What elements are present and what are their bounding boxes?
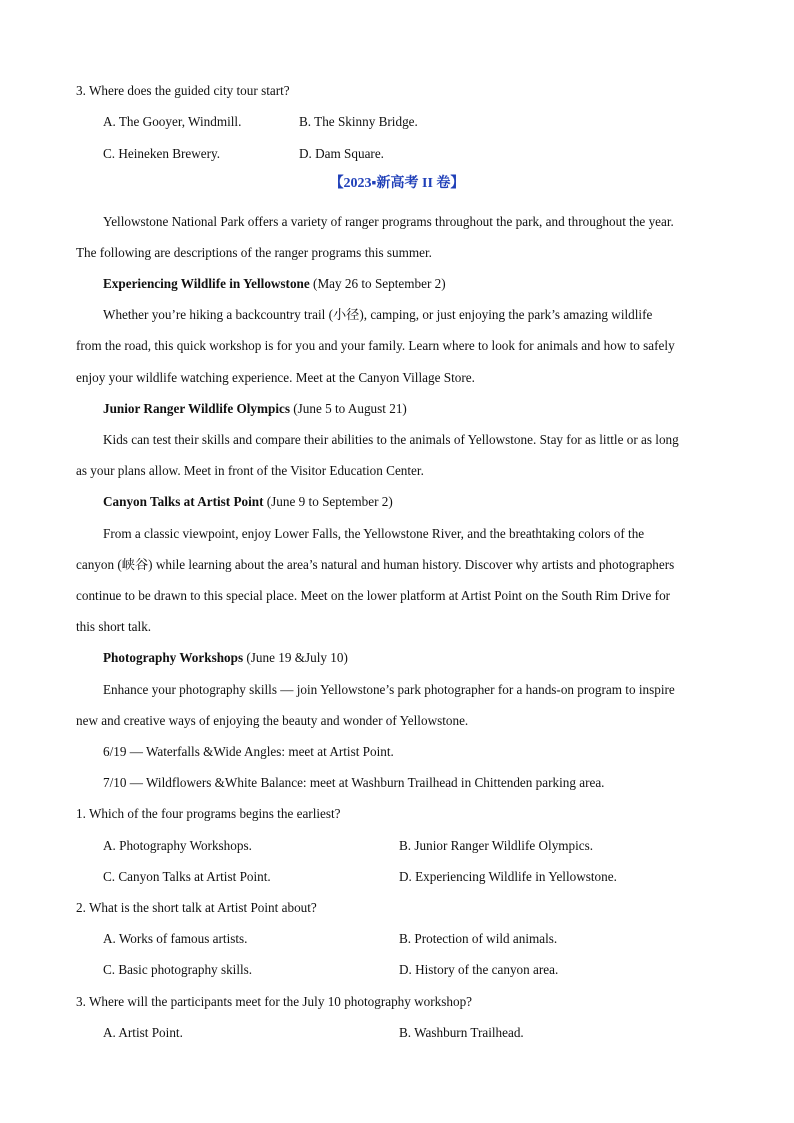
option-d: D. Experiencing Wildlife in Yellowstone.: [399, 869, 617, 884]
program-text: canyon (峡谷) while learning about the area’s natural and human history. Discover why artists and photographers: [76, 557, 675, 572]
option-a: A. Photography Workshops.: [103, 838, 252, 853]
program-text: from the road, this quick workshop is for you and your family. Learn where to look for animals and how to safely: [76, 338, 675, 353]
question-text: 1. Which of the four programs begins the earliest?: [76, 806, 341, 821]
question-text: 3. Where will the participants meet for the July 10 photography workshop?: [76, 994, 473, 1009]
program-text: Kids can test their skills and compare their abilities to the animals of Yellowstone. Stay for as little or as long: [103, 432, 679, 447]
program-text: 6/19 — Waterfalls &Wide Angles: meet at Artist Point.: [103, 744, 394, 759]
program-dates: (June 9 to September 2): [263, 494, 393, 509]
option-c: C. Canyon Talks at Artist Point.: [103, 869, 271, 884]
question-text: 3. Where does the guided city tour start?: [76, 83, 290, 98]
program-title: Photography Workshops: [103, 650, 244, 665]
question-text: 2. What is the short talk at Artist Point about?: [76, 900, 317, 915]
program-dates: (June 19 &July 10): [243, 650, 348, 665]
intro-line: The following are descriptions of the ranger programs this summer.: [76, 245, 432, 260]
program-heading: [103, 493, 393, 511]
option-b: B. Protection of wild animals.: [399, 931, 558, 946]
program-text: Whether you’re hiking a backcountry trail (小径), camping, or just enjoying the park’s amazing wildlife: [103, 307, 653, 322]
section-heading: 【2023▪新高考 II 卷】: [329, 176, 465, 191]
program-title: Canyon Talks at Artist Point: [103, 494, 264, 509]
program-title: Experiencing Wildlife in Yellowstone: [103, 276, 310, 291]
program-text: From a classic viewpoint, enjoy Lower Falls, the Yellowstone River, and the breathtaking colors of the: [103, 526, 645, 541]
program-heading: [103, 275, 446, 293]
program-text: new and creative ways of enjoying the beauty and wonder of Yellowstone.: [76, 713, 469, 728]
option-a: A. Artist Point.: [103, 1025, 183, 1040]
program-text: enjoy your wildlife watching experience. Meet at the Canyon Village Store.: [76, 370, 475, 385]
program-text: this short talk.: [76, 619, 152, 634]
option-d: D. History of the canyon area.: [399, 962, 559, 977]
program-dates: (May 26 to September 2): [309, 276, 446, 291]
option-c: C. Basic photography skills.: [103, 962, 253, 977]
program-heading: [103, 649, 348, 667]
option-b: B. The Skinny Bridge.: [299, 114, 418, 129]
option-b: B. Junior Ranger Wildlife Olympics.: [399, 838, 594, 853]
program-text: Enhance your photography skills — join Yellowstone’s park photographer for a hands-on program to inspire: [103, 682, 675, 697]
program-dates: (June 5 to August 21): [289, 401, 407, 416]
option-a: A. Works of famous artists.: [103, 931, 248, 946]
option-d: D. Dam Square.: [299, 146, 384, 161]
program-heading: [103, 400, 407, 418]
intro-line: Yellowstone National Park offers a variety of ranger programs throughout the park, and throughout the year.: [103, 214, 674, 229]
option-b: B. Washburn Trailhead.: [399, 1025, 524, 1040]
program-text: continue to be drawn to this special place. Meet on the lower platform at Artist Point on the South Rim Drive for: [76, 588, 671, 603]
program-text: as your plans allow. Meet in front of the Visitor Education Center.: [76, 463, 424, 478]
program-title: Junior Ranger Wildlife Olympics: [103, 401, 290, 416]
option-a: A. The Gooyer, Windmill.: [103, 114, 242, 129]
option-c: C. Heineken Brewery.: [103, 146, 221, 161]
program-text: 7/10 — Wildflowers &White Balance: meet at Washburn Trailhead in Chittenden parking area.: [103, 775, 605, 790]
